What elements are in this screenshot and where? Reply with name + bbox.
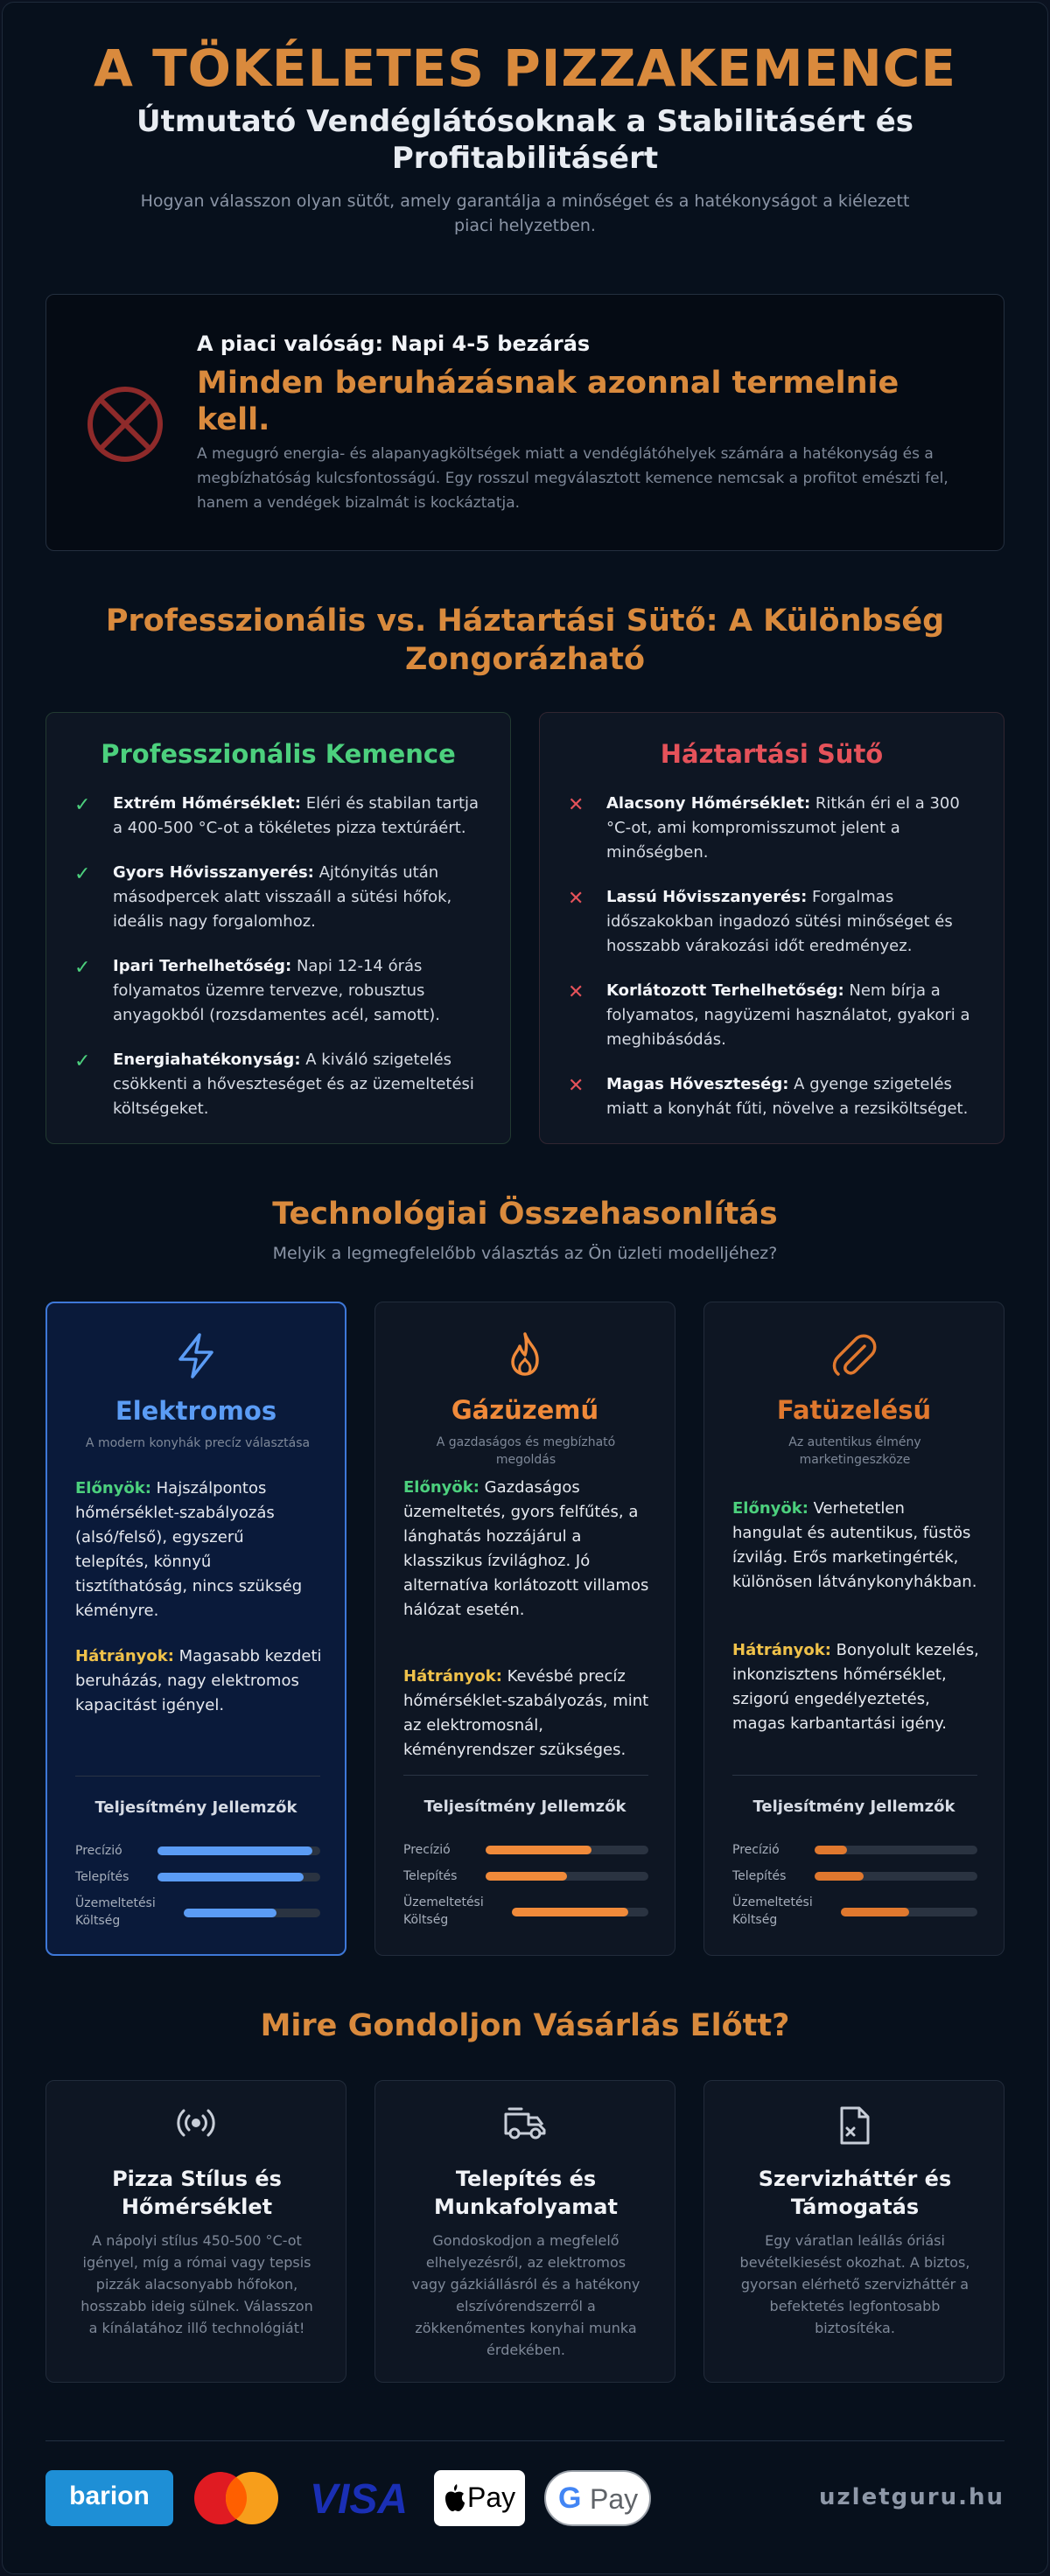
tech-pros [732, 1497, 979, 1595]
cons-label: Hátrányok: [403, 1667, 502, 1686]
perf-label: Üzemeltetési Költség [75, 1896, 156, 1928]
perf-bar-fill [815, 1846, 847, 1854]
barion-logo: barion [46, 2470, 173, 2526]
perf-bar [486, 1872, 648, 1881]
apple-icon [443, 2483, 467, 2513]
cons-label: Hátrányok: [732, 1641, 831, 1659]
item-text: A kiváló szigetelés csökkenti a hőveszteséget és az üzemeltetési költségeket. [113, 1051, 474, 1118]
alert-kicker: A piaci valóság: Napi 4-5 bezárás [197, 332, 591, 356]
pro-oven-card [46, 712, 511, 1144]
perf-bar [486, 1846, 648, 1854]
cons-text: Kevésbé precíz hőmérséklet-szabályozás, mint az elektromosnál, kéményrendszer szükséges. [403, 1667, 649, 1759]
consider-card-3 [704, 2080, 1004, 2383]
item-text: A gyenge szigetelés miatt a konyhát fűti, növelve a rezsiköltséget. [606, 1075, 969, 1118]
perf-bar [158, 1873, 320, 1881]
item-label: Alacsony Hőmérséklet: [606, 794, 811, 813]
perf-label: Telepítés [75, 1870, 130, 1884]
cross-icon: ✕ [568, 1075, 584, 1097]
x-circle-icon [83, 382, 167, 466]
cons-label: Hátrányok: [75, 1647, 174, 1665]
home-oven-item [568, 979, 979, 1052]
google-g-icon: G [558, 2482, 582, 2515]
consider-card-title: Telepítés és Munkafolyamat [434, 2167, 618, 2219]
perf-bar-fill [158, 1846, 312, 1855]
perf-bar [512, 1908, 648, 1916]
brand-name: uzletguru.hu [819, 2484, 1004, 2510]
pros-label: Előnyök: [732, 1499, 808, 1518]
pros-text: Verhetetlen hangulat és autentikus, füstös ízvilág. Erős marketingérték, különösen látványkonyhákban. [732, 1499, 977, 1591]
tech-name: Fatüzelésű [776, 1395, 932, 1425]
google-pay-logo: G Pay [544, 2470, 651, 2526]
pro-oven-item [74, 861, 486, 934]
lightning-icon [47, 1331, 345, 1384]
perf-title: Teljesítmény Jellemzők [424, 1798, 626, 1816]
tech-card-3[interactable] [704, 1302, 1004, 1956]
perf-label: Precízió [403, 1843, 451, 1857]
tech-tagline: A gazdaságos és megbízható megoldás [436, 1435, 616, 1467]
perf-bar-fill [841, 1908, 909, 1916]
cons-text: Magasabb kezdeti beruházás, nagy elektromos kapacitást igényel. [75, 1647, 322, 1714]
check-icon: ✓ [74, 1051, 91, 1072]
consider-card-title: Szervizháttér és Támogatás [758, 2167, 952, 2219]
tech-divider [732, 1775, 977, 1776]
cross-icon: ✕ [568, 981, 584, 1003]
perf-bar-fill [486, 1872, 567, 1881]
perf-bar-fill [486, 1846, 592, 1854]
tech-divider [75, 1776, 320, 1777]
perf-bar [158, 1846, 320, 1855]
pros-label: Előnyök: [403, 1478, 480, 1497]
check-icon: ✓ [74, 957, 91, 979]
page-subtitle: Útmutató Vendéglátósoknak a Stabilitásért és Profitabilitásért [136, 104, 914, 176]
item-text: Forgalmas időszakokban ingadozó sütési minőséget és hosszabb várakozási időt eredményez. [606, 888, 953, 955]
item-text: Ajtónyitás után másodpercek alatt visszaáll a sütési hőfok, ideális nagy forgalomhoz. [113, 863, 452, 931]
tech-tagline: Az autentikus élmény marketingeszköze [788, 1435, 921, 1467]
tech-cons [403, 1665, 650, 1763]
mastercard-logo [191, 2470, 282, 2526]
item-label: Gyors Hővisszanyerés: [113, 863, 314, 882]
home-oven-item [568, 1072, 979, 1121]
perf-bar-fill [184, 1909, 276, 1917]
flame-icon [375, 1330, 675, 1383]
cross-icon: ✕ [568, 888, 584, 910]
item-text: Ritkán éri el a 300 °C-ot, ami kompromisszumot jelent a minőségben. [606, 794, 960, 862]
pro-oven-title: Professzionális Kemence [101, 739, 456, 769]
tech-name: Elektromos [115, 1396, 277, 1426]
check-icon: ✓ [74, 794, 91, 816]
tech-tagline: A modern konyhák precíz választása [85, 1436, 311, 1450]
item-text: Eléri és stabilan tartja a 400-500 °C-ot a tökéletes pizza textúráért. [113, 794, 480, 837]
perf-title: Teljesítmény Jellemzők [94, 1798, 298, 1817]
cross-icon: ✕ [568, 794, 584, 816]
perf-label: Precízió [75, 1844, 122, 1858]
tech-card-2[interactable] [374, 1302, 676, 1956]
tech-subtitle: Melyik a legmegfelelőbb választás az Ön üzleti modelljéhez? [272, 1244, 778, 1263]
consider-card-text: A nápolyi stílus 450-500 °C-ot igényel, míg a római vagy tepsis pizzák alacsonyabb hőfokon, hosszabb ideig sülnek. Válasszon a kínálatához illő technológiát! [80, 2232, 313, 2336]
broadcast-icon [46, 2105, 346, 2149]
page-title: A TÖKÉLETES PIZZAKEMENCE [94, 38, 956, 98]
perf-label: Precízió [732, 1843, 780, 1857]
alert-headline: Minden beruházásnak azonnal termelnie kell. [197, 366, 900, 437]
tech-pros [75, 1476, 322, 1623]
item-label: Ipari Terhelhetőség: [113, 957, 292, 975]
pros-text: Gazdaságos üzemeltetés, gyors felfűtés, a lánghatás hozzájárul a klasszikus ízvilághoz. Jó alternatíva korlátozott villamos hálózat esetén. [403, 1478, 649, 1619]
consider-card-text: Gondoskodjon a megfelelő elhelyezésről, az elektromos vagy gázkiállásról és a hatékony elszívórendszerről a zökkenőmentes konyhai munka érdekében. [411, 2232, 640, 2358]
tech-title: Technológiai Összehasonlítás [272, 1197, 778, 1232]
home-oven-item [568, 792, 979, 865]
pros-text: Hajszálpontos hőmérséklet-szabályozás (alsó/felső), egyszerű telepítés, könnyű tisztíthatóság, nincs szükség kéményre. [75, 1479, 303, 1620]
home-oven-item [568, 885, 979, 959]
item-label: Extrém Hőmérséklet: [113, 794, 301, 813]
market-alert-card [46, 294, 1004, 551]
page-description: Hogyan válasszon olyan sütőt, amely garantálja a minőséget és a hatékonyságot a kiélezett piaci helyzetben. [140, 192, 910, 235]
tech-cons [732, 1638, 979, 1736]
item-label: Korlátozott Terhelhetőség: [606, 981, 844, 1000]
visa-logo: VISA [309, 2476, 409, 2523]
home-oven-title: Háztartási Sütő [660, 739, 884, 769]
truck-icon [375, 2105, 675, 2149]
perf-bar [815, 1872, 977, 1881]
perf-bar-fill [815, 1872, 864, 1881]
comparison-title: Professzionális vs. Háztartási Sütő: A Különbség Zongorázható [105, 604, 945, 677]
perf-bar [841, 1908, 977, 1916]
home-oven-list [568, 792, 979, 1141]
perf-bar-fill [158, 1873, 304, 1881]
perf-label: Telepítés [403, 1869, 458, 1883]
consider-card-2 [374, 2080, 676, 2383]
perf-title: Teljesítmény Jellemzők [752, 1798, 956, 1816]
tech-pros [403, 1476, 650, 1623]
perf-label: Üzemeltetési Költség [732, 1895, 813, 1927]
pro-oven-list [74, 792, 486, 1141]
check-icon: ✓ [74, 863, 91, 885]
cons-text: Bonyolult kezelés, inkonzisztens hőmérséklet, szigorú engedélyeztetés, magas karbantartási igény. [732, 1641, 979, 1733]
tech-name: Gázüzemű [451, 1395, 599, 1425]
alert-text: A megugró energia- és alapanyagköltségek miatt a vendéglátóhelyek számára a hatékonyság és a megbízhatóság kulcsfontosságú. Egy rosszul megválasztott kemence nemcsak a profitot emészti fel, hanem a vendégek bizalmát is kockáztatja. [197, 445, 948, 512]
item-text: Nem bírja a folyamatos, nagyüzemi használatot, gyakori a meghibásódás. [606, 981, 970, 1049]
paperclip-icon [704, 1330, 1004, 1383]
perf-bar-fill [512, 1908, 628, 1916]
pros-label: Előnyök: [75, 1479, 151, 1497]
perf-bar [815, 1846, 977, 1854]
apple-pay-logo: Pay [434, 2470, 525, 2526]
consider-card-text: Egy váratlan leállás óriási bevételkiesést okozhat. A biztos, gyorsan elérhető szervizháttér a befektetés legfontosabb biztosítéka. [739, 2232, 970, 2336]
pro-oven-item [74, 1048, 486, 1121]
perf-label: Üzemeltetési Költség [403, 1895, 484, 1927]
item-label: Energiahatékonyság: [113, 1051, 301, 1069]
consider-card-title: Pizza Stílus és Hőmérséklet [112, 2167, 282, 2219]
item-label: Magas Hőveszteség: [606, 1075, 789, 1093]
document-x-icon [704, 2105, 1004, 2149]
consider-card-1 [46, 2080, 346, 2383]
perf-bar [184, 1909, 320, 1917]
pro-oven-item [74, 954, 486, 1028]
tech-card-1[interactable] [46, 1302, 346, 1956]
pro-oven-item [74, 792, 486, 841]
footer-divider [46, 2440, 1004, 2441]
tech-divider [403, 1775, 648, 1776]
tech-cons [75, 1644, 322, 1718]
perf-label: Telepítés [732, 1869, 787, 1883]
home-oven-card [539, 712, 1004, 1144]
item-text: Napi 12-14 órás folyamatos üzemre tervezve, robusztus anyagokból (rozsdamentes acél, samott). [113, 957, 440, 1024]
item-label: Lassú Hővisszanyerés: [606, 888, 808, 906]
consider-title: Mire Gondoljon Vásárlás Előtt? [260, 2008, 790, 2043]
